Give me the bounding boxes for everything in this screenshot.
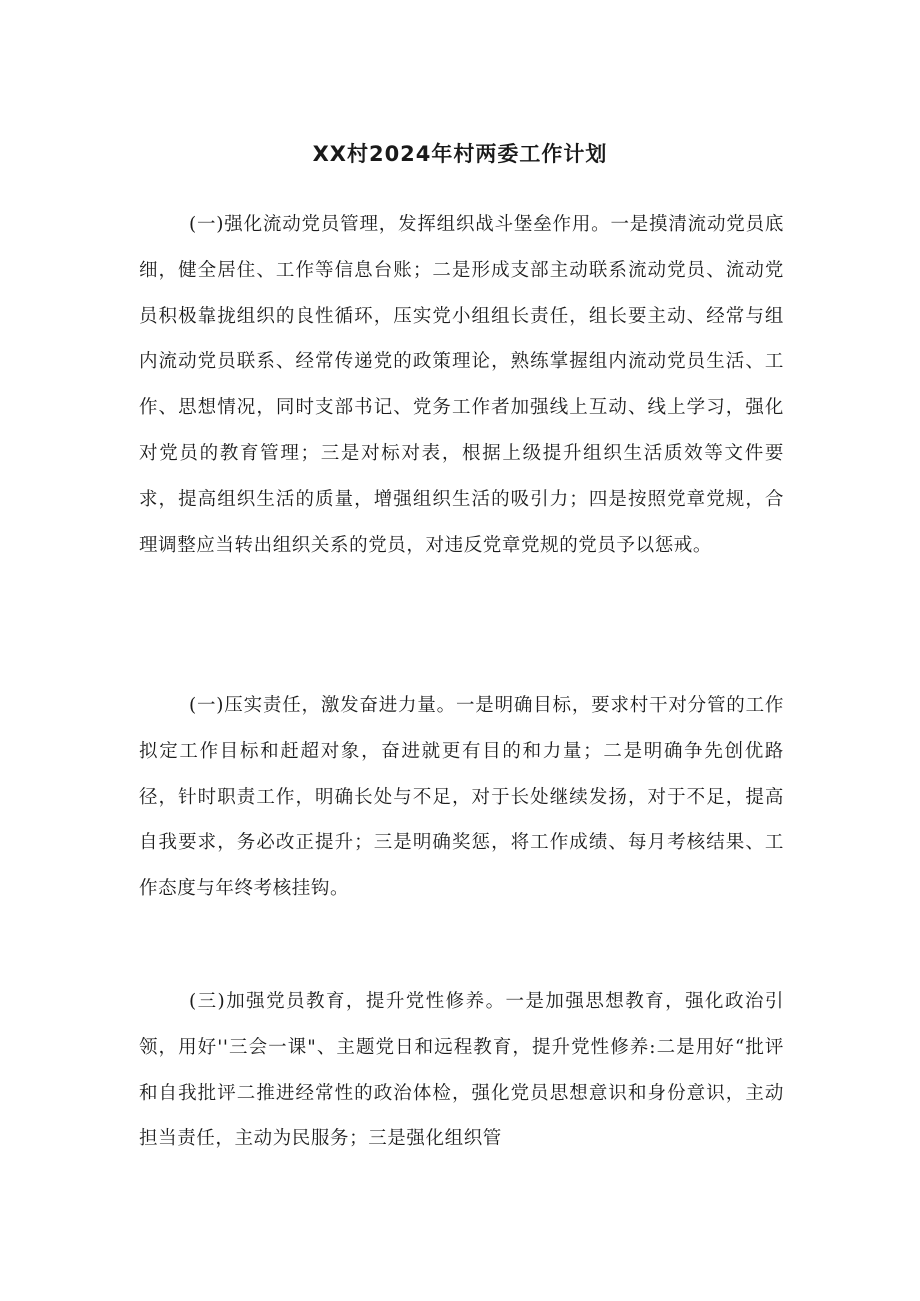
paragraph-3: (三)加强党员教育，提升党性修养。一是加强思想教育，强化政治引领，用好''三会一课"、主题党日和远程教育，提升党性修养:二是用好“批评和自我批评二推进经常性的政治体检，强化党员思想意识和身份意识，主动担当责任，主动为民服务；三是强化组织管: [139, 991, 784, 1150]
document-title: XX村2024年村两委工作计划: [312, 142, 608, 166]
paragraph-1: (一)强化流动党员管理，发挥组织战斗堡垒作用。一是摸清流动党员底细，健全居住、工作等信息台账；二是形成支部主动联系流动党员、流动党员积极靠拢组织的良性循环，压实党小组组长责任，组长要主动、经常与组内流动党员联系、经常传递党的政策理论，熟练掌握组内流动党员生活、工作、思想情况，同时支部书记、党务工作者加强线上互动、线上学习，强化对党员的教育管理；三是对标对表，根据上级提升组织生活质效等文件要求，提高组织生活的质量，增强组织生活的吸引力；四是按照党章党规，合理调整应当转出组织关系的党员，对违反党章党规的党员予以惩戒。: [139, 214, 784, 556]
paragraph-2: (一)压实责任，激发奋进力量。一是明确目标，要求村干对分管的工作拟定工作目标和赶超对象，奋进就更有目的和力量；二是明确争先创优路径，针时职责工作，明确长处与不足，对于长处继续发扬，对于不足，提高自我要求，务必改正提升；三是明确奖惩，将工作成绩、每月考核结果、工作态度与年终考核挂钩。: [139, 695, 784, 900]
